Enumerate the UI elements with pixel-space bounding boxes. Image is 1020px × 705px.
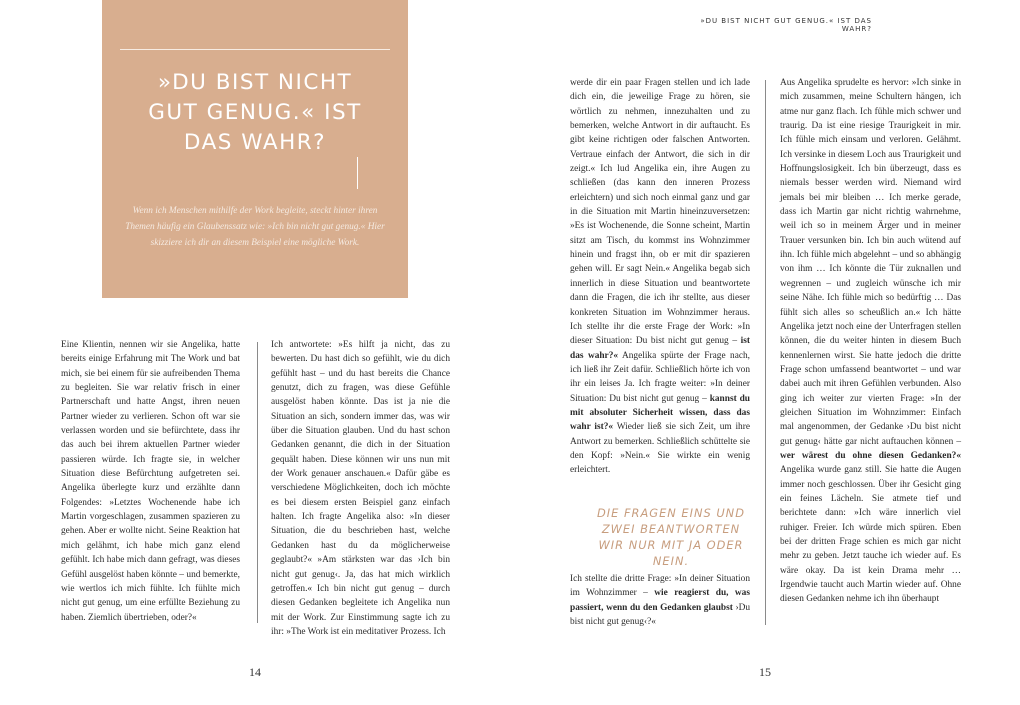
title-divider: [120, 49, 390, 50]
work-question-3: wie reagierst du, was passiert, wenn du den Gedanken glaubst: [570, 588, 750, 613]
running-head: »DU BIST NICHT GUT GENUG.« IST DAS WAHR?: [700, 17, 872, 33]
work-question-2: kannst du mit absoluter Sicherheit wissen, dass das wahr ist?«: [570, 393, 750, 433]
body-text: [780, 76, 961, 607]
body-text-b: Angelika spürte der Frage nach, ich ließ ihr Zeit dafür. Schließlich hörte ich von ihr ein leises Ja. Ich fragte weiter: »In deiner Situation: Du bist nicht gut genug –: [570, 350, 750, 404]
body-text: Eine Klientin, nennen wir sie Angelika, hatte bereits einige Erfahrung mit The Work und bat mich, sie bei einem für sie aufreibenden Thema zu begleiten. Sie war relativ frisch in einer Partnerschaft und hatte Angst, ihren neuen Partner wieder zu verlieren. Schon oft war sie verlassen worden und sie befürchtete, dass ihr das auch bei ihrem aktuellen Partner wieder passieren würde. Ich fragte sie, in welcher Situation diese Befürchtung aufgetreten sei. Angelika überlegte kurz und erzählte dann Folgendes: »Letztes Wochenende habe ich Martin vorgeschlagen, zusammen spazieren zu gehen. Aber er wollte nicht. Seine Reaktion hat mich gelähmt, ich habe mich ganz elend gefühlt. Ich habe mich dann gefragt, was dieses Gefühl ausgelöst haben könnte – und bemerkte, wie wertlos ich mich fühlte. Ich fühlte mich nicht gut genug, um eine erfüllte Beziehung zu haben. Ziemlich übertrieben, oder?«: [61, 340, 240, 623]
body-text: Ich antwortete: »Es hilft ja nicht, das zu bewerten. Du hast dich so gefühlt, wie du dich gefühlt hast – und du hast bereits die Chance genutzt, dich zu fragen, was diese Gefühle ausgelöst haben könnte. Das ist ja nie die Situation an sich, sondern immer das, was wir über die Situation glauben. Und du hast schon Gedanken genannt, die dich in der Situation gequält haben. Diese können wir uns nun mit der Work genauer anschauen.« Dafür gäbe es verschiedene Möglichkeiten, doch ich möchte es bei diesem ersten Beispiel ganz einfach halten. Ich fragte Angelika also: »In dieser Situation, die du beschrieben hast, welche Gedanken hast du da möglicherweise geglaubt?« »Am stärksten war das ›Ich bin nicht gut genug‹. Ja, das hat mich wirklich getroffen.« Ich bin nicht gut genug – durch diesen Gedanken begleitete ich Angelika nun mit der Work. Zur Einstimmung sagte ich zu ihr: »The Work ist ein meditativer Prozess. Ich: [271, 340, 450, 637]
body-text-g: Angelika wurde ganz still. Sie hatte die Augen immer noch geschlossen. Über ihr Gesicht ging ein feines Lächeln. Sie atmete tief und berichtete dann: »Ich wäre innerlich viel ruhiger. Freier. Ich würde mich spüren. Eben bei der dritten Frage schien es mich gar nicht mehr zu geben. Jetzt tauche ich wieder auf. Es wäre okay. Da ist kein Drama mehr … Irgendwie taucht auch Martin wieder auf. Ohne diesen Gedanken nehme ich ihn überhaupt: [780, 465, 961, 605]
body-text: [570, 76, 750, 478]
body-text-f: Aus Angelika sprudelte es hervor: »Ich sinke in mich zusammen, meine Schultern hängen, ich atme nur ganz flach. Ich fühle mich schwer und traurig. Da ist eine riesige Traurigkeit in mir. Ich fühle mich einsam und verloren. Gelähmt. Ich versinke in diesem Loch aus Traurigkeit und Hoffnungslosigkeit. Ich bin überzeugt, dass es niemals besser werden wird. Niemand wird jemals bei mir bleiben … Ich merke gerade, dass ich Martin gar nicht richtig wahrnehme, weil ich so in meinem Ärger und in meiner Trauer versunken bin. Ich bin auch wütend auf ihn. Ich fühle mich abgelehnt – und so abhängig von ihm … Ich könnte die Tür zuknallen und wegrennen – und zugleich wünsche ich mir seine Nähe. Ich fühle mich so bedürftig … Das fühlt sich alles so scheußlich an.« Ich hätte Angelika jetzt noch eine der Unterfragen stellen können, die du weiter hinten in diesem Buch kennenlernen wirst. Sie hatte jedoch die dritte Frage schon umfassend beantwortet – und war dabei auch mit ihren Gefühlen verbunden. Also ging ich weiter zur vierten Frage: »In der gleichen Situation im Wohnzimmer: Einfach mal angenommen, der Gedanke ›Du bist nicht gut genug‹ hätte gar nicht auftauchen können –: [780, 78, 961, 447]
page-number-right: 15: [759, 665, 771, 679]
left-column-1: [61, 338, 240, 625]
chapter-intro: Wenn ich Menschen mithilfe der Work begleite, steckt hinter ihren Themen häufig ein Glaubenssatz wie: »Ich bin nicht gut genug.« Hier skizziere ich dir an diesem Beispiel eine mögliche Work.: [125, 206, 385, 248]
chapter-title-line-1: »DU BIST NICHT: [157, 70, 353, 95]
right-column-2: [780, 76, 961, 607]
column-rule: [765, 80, 766, 625]
left-column-2: [271, 338, 450, 639]
body-text-a: werde dir ein paar Fragen stellen und ich lade dich ein, die jeweilige Frage zu hören, sie wörtlich zu nehmen, innezuhalten und zu bemerken, welche Antwort in dir auftaucht. Es gibt keine richtigen oder falschen Antworten. Vertraue einfach der Antwort, die sich in dir zeigt.« Ich lud Angelika ein, ihre Augen zu schließen (das kann den inneren Prozess erleichtern) und sich noch einmal ganz und gar in die Situation mit Martin hineinzuversetzen: »Es ist Wochenende, die Sonne scheint, Martin sitzt am Tisch, du kommst ins Wohnzimmer hinein und fragst ihn, ob er mit dir spazieren gehen will. Er sagt Nein.« Angelika begab sich innerlich in diese Situation und beantwortete dann die Fragen, die ich ihr stellte, aus dieser konkreten Situation im Wohnzimmer heraus. Ich stellte ihr die erste Frage der Work: »In dieser Situation: Du bist nicht gut genug –: [570, 78, 750, 347]
body-text-e: ›Du bist nicht gut genug‹?«: [570, 602, 750, 628]
title-vertical-rule: [357, 157, 358, 189]
chapter-title: [102, 68, 408, 158]
right-column-1: [570, 76, 750, 478]
chapter-title-line-2: GUT GENUG.« IST: [148, 100, 362, 125]
work-question-1: ist das wahr?«: [570, 336, 750, 361]
chapter-title-line-3: DAS WAHR?: [183, 130, 327, 155]
body-text-c: Wieder ließ sie sich Zeit, um ihre Antwort zu bemerken. Schließlich schüttelte sie den Kopf: »Nein.« Sie wirkte ein wenig erleichtert.: [570, 422, 750, 476]
right-column-1-end: [570, 572, 750, 629]
body-text: [570, 572, 750, 629]
body-text-d: Ich stellte die dritte Frage: »In deiner Situation im Wohnzimmer –: [570, 574, 750, 599]
column-rule: [257, 342, 258, 623]
work-question-4: wer wärest du ohne diesen Gedanken?«: [780, 450, 961, 461]
pull-quote: DIE FRAGEN EINS UND ZWEI BEANTWORTEN WIR NUR MIT JA ODER NEIN.: [597, 506, 745, 568]
page-number-left: 14: [249, 665, 261, 679]
chapter-title-block: [102, 0, 408, 298]
